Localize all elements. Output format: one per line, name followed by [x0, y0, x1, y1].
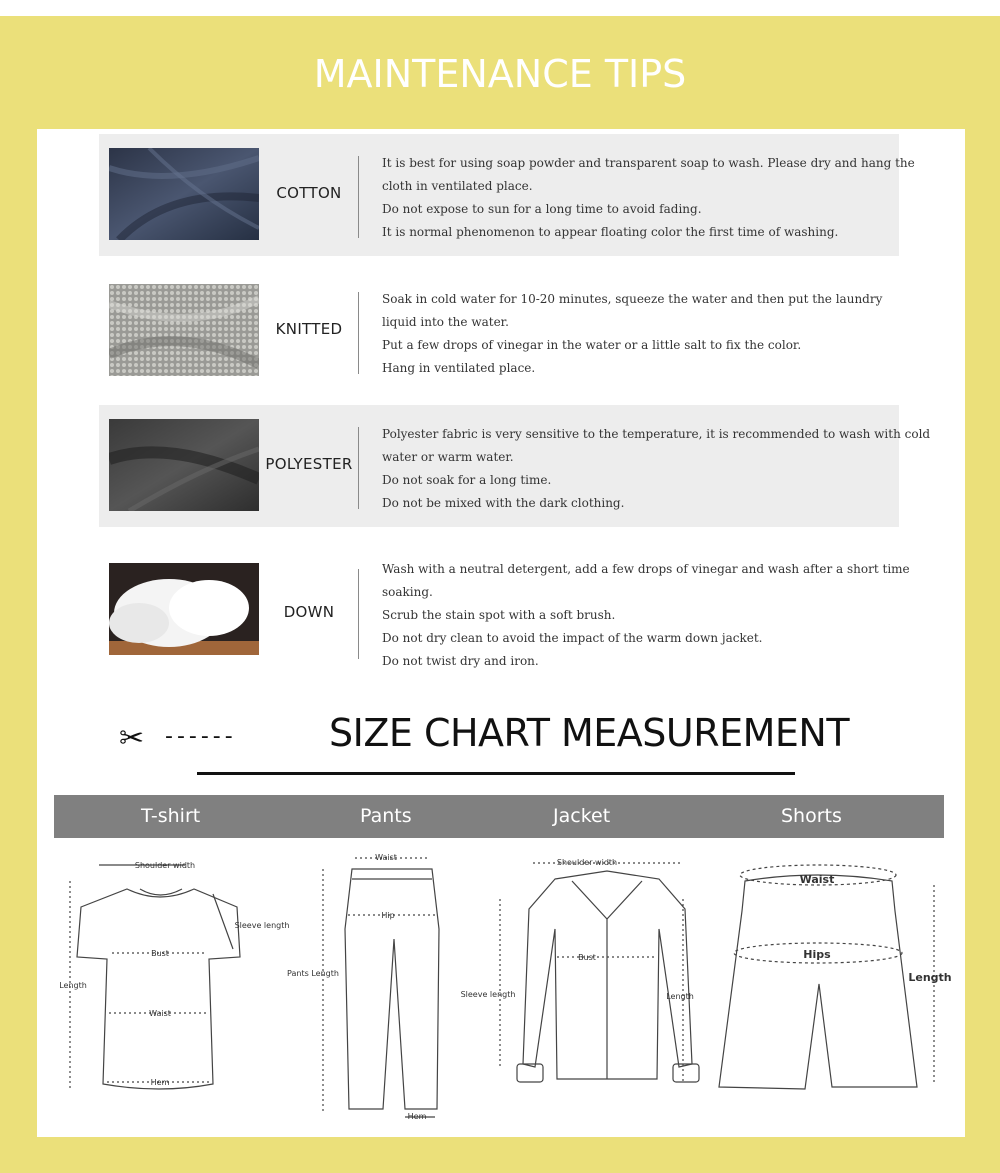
tip-line: Do not expose to sun for a long time to avoid fading.: [382, 202, 702, 216]
care-tips: [382, 423, 931, 515]
tshirt-bust-label: Bust: [151, 949, 169, 958]
size-category-bar: [54, 795, 944, 838]
cotton-fabric-swatch: [109, 148, 259, 240]
fabric-name: COTTON: [276, 184, 342, 202]
tip-line: Polyester fabric is very sensitive to the temperature, it is recommended to wash with cold: [382, 427, 931, 441]
tip-line: Do not twist dry and iron.: [382, 654, 539, 668]
care-tips: [382, 152, 915, 244]
column-shorts: Shorts: [781, 805, 842, 827]
column-tshirt: T-shirt: [141, 805, 201, 827]
polyester-fabric-swatch: [109, 419, 259, 511]
jacket-bust-label: Bust: [578, 953, 596, 962]
tip-line: Scrub the stain spot with a soft brush.: [382, 608, 616, 622]
jacket-shoulder-label: Shoulder width: [556, 858, 618, 867]
tshirt-diagram: [70, 865, 240, 1089]
tip-line: Wash with a neutral detergent, add a few drops of vinegar and wash after a short time: [382, 562, 910, 576]
divider: [358, 569, 359, 659]
pants-waist-label: Waist: [375, 853, 397, 862]
tshirt-length-label: Length: [59, 981, 87, 990]
content-panel: [37, 129, 965, 1137]
column-pants: Pants: [360, 805, 412, 827]
shorts-hips-label: Hips: [803, 948, 831, 961]
tip-line: It is best for using soap powder and transparent soap to wash. Please dry and hang the: [382, 156, 915, 170]
tip-line: Do not be mixed with the dark clothing.: [382, 496, 625, 510]
care-tips: [382, 558, 910, 673]
tshirt-waist-label: Waist: [149, 1009, 171, 1018]
pants-diagram: [323, 858, 439, 1117]
divider: [358, 156, 359, 238]
tip-line: Hang in ventilated place.: [382, 361, 536, 375]
divider: [358, 427, 359, 509]
tip-line: liquid into the water.: [382, 315, 509, 329]
care-row-knitted: [99, 270, 899, 392]
tip-line: cloth in ventilated place.: [382, 179, 533, 193]
tip-line: Put a few drops of vinegar in the water or a little salt to fix the color.: [382, 338, 802, 352]
page-title: MAINTENANCE TIPS: [313, 52, 687, 96]
fabric-name: POLYESTER: [265, 455, 353, 473]
tshirt-sleeve-label: Sleeve length: [234, 921, 290, 930]
jacket-diagram: [500, 863, 699, 1084]
care-tips: [382, 288, 902, 380]
tip-line: water or warm water.: [382, 450, 514, 464]
tip-line: Do not dry clean to avoid the impact of the warm down jacket.: [382, 631, 763, 645]
jacket-length-label: Length: [666, 992, 694, 1001]
pants-hem-label: Hem: [407, 1112, 427, 1121]
fabric-name: DOWN: [283, 603, 335, 621]
cut-line: ------: [165, 724, 237, 749]
tshirt-shoulder-label: Shoulder width: [134, 861, 196, 870]
pants-hip-label: Hip: [381, 911, 395, 920]
tip-line: Do not soak for a long time.: [382, 473, 552, 487]
top-strip: [0, 0, 1000, 16]
measurement-diagrams: [37, 839, 965, 1129]
column-jacket: Jacket: [553, 805, 611, 827]
size-chart-title: SIZE CHART MEASUREMENT: [329, 711, 850, 755]
title-underline: [197, 772, 795, 775]
divider: [358, 292, 359, 374]
tshirt-hem-label: Hem: [150, 1078, 170, 1087]
shorts-length-label: Length: [908, 971, 952, 984]
pants-length-label: Pants Length: [287, 969, 339, 978]
shorts-diagram: [719, 865, 934, 1089]
tip-line: Soak in cold water for 10-20 minutes, squeeze the water and then put the laundry: [382, 292, 883, 306]
jacket-sleeve-label: Sleeve length: [460, 990, 516, 999]
care-row-polyester: [99, 405, 931, 527]
fabric-name: KNITTED: [275, 320, 343, 338]
knitted-fabric-swatch: [109, 284, 259, 376]
care-row-cotton: [99, 134, 915, 256]
care-row-down: [99, 549, 910, 679]
tip-line: soaking.: [382, 585, 433, 599]
scissors-icon: ✂: [119, 721, 145, 756]
tip-line: It is normal phenomenon to appear floating color the first time of washing.: [382, 225, 839, 239]
down-feather-swatch: [109, 563, 259, 655]
shorts-waist-label: Waist: [799, 873, 835, 886]
